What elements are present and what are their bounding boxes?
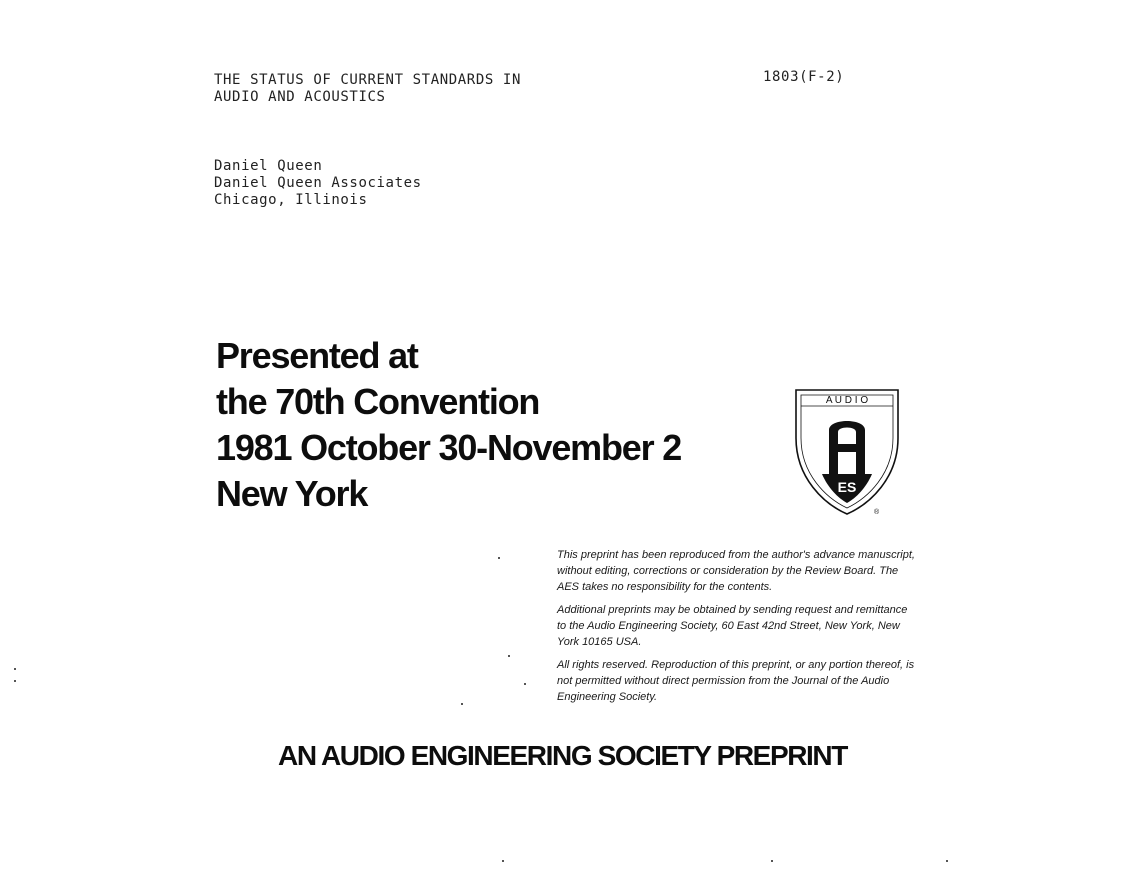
aes-logo-icon xyxy=(792,386,902,518)
author-location: Chicago, Illinois xyxy=(214,192,368,208)
convention-heading-line-2: the 70th Convention xyxy=(216,381,540,422)
paper-title-line-2: AUDIO AND ACOUSTICS xyxy=(214,89,386,105)
scan-speck xyxy=(14,668,16,670)
convention-heading-line-1: Presented at xyxy=(216,335,418,376)
scan-speck xyxy=(771,860,773,862)
notice-paragraph-1: This preprint has been reproduced from the author's advance manuscript, without editing, corrections or consideration by the Review Board. The AES takes no responsibility for the contents. xyxy=(557,549,915,593)
logo-registered-mark: ® xyxy=(874,509,880,516)
author-block xyxy=(214,158,422,209)
paper-title-line-1: THE STATUS OF CURRENT STANDARDS IN xyxy=(214,72,521,88)
convention-heading-line-4: New York xyxy=(216,473,368,514)
preprint-footer: AN AUDIO ENGINEERING SOCIETY PREPRINT xyxy=(278,740,847,771)
convention-heading xyxy=(216,333,681,517)
author-name: Daniel Queen xyxy=(214,158,323,174)
scan-speck xyxy=(14,680,16,682)
scan-speck xyxy=(502,860,504,862)
scan-speck xyxy=(498,557,500,559)
convention-heading-line-3: 1981 October 30-November 2 xyxy=(216,427,682,468)
notice-paragraph-2: Additional preprints may be obtained by sending request and remittance to the Audio Engineering Society, 60 East 42nd Street, New York, New York 10165 USA. xyxy=(557,604,908,648)
logo-bottom-text: ES xyxy=(837,479,857,495)
scan-speck xyxy=(946,860,948,862)
paper-number: 1803(F-2) xyxy=(763,69,845,85)
scan-speck xyxy=(524,683,526,685)
notice-paragraph-3: All rights reserved. Reproduction of this preprint, or any portion thereof, is not permitted without direct permission from the Journal of the Audio Engineering Society. xyxy=(557,659,915,703)
paper-title xyxy=(214,72,521,106)
preprint-notice xyxy=(557,547,917,712)
logo-top-text: A U D I O xyxy=(825,395,869,406)
author-affiliation: Daniel Queen Associates xyxy=(214,175,422,191)
scan-speck xyxy=(461,703,463,705)
scan-speck xyxy=(508,655,510,657)
